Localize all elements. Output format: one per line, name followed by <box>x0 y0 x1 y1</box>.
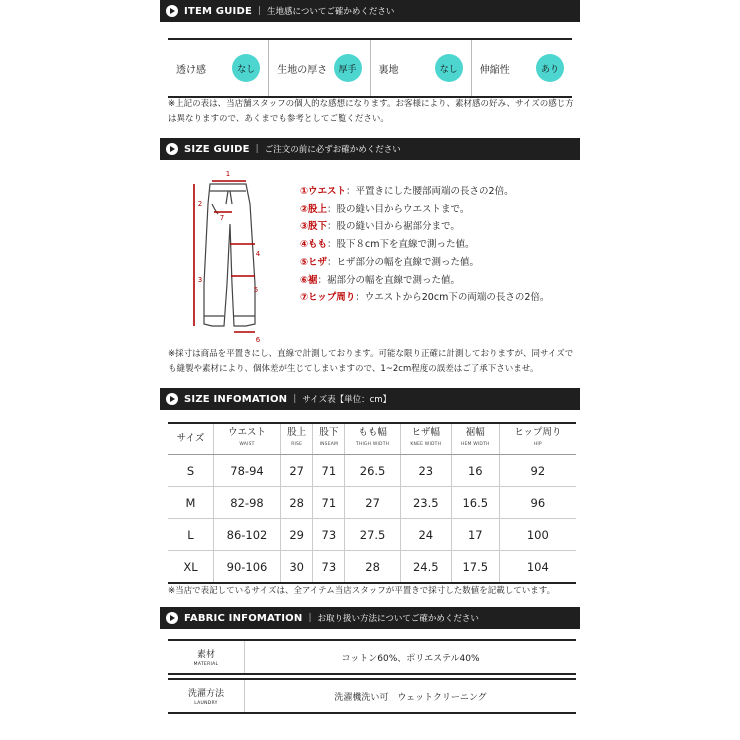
definition-hem: ⑥裾：裾部分の幅を直線で測った値。 <box>300 274 461 286</box>
guide-cell-transparency <box>168 40 269 96</box>
definition-thigh: ④もも：股下８cm下を直線で測った値。 <box>300 239 475 251</box>
section-subtitle: 生地感についてご確かめください <box>267 7 395 17</box>
table-cell: 23.5 <box>400 487 451 519</box>
table-cell: 73 <box>313 551 345 584</box>
table-cell: 27.5 <box>345 519 400 551</box>
table-row <box>168 551 576 584</box>
table-cell: 90-106 <box>213 551 280 584</box>
table-cell: 100 <box>499 519 576 551</box>
item-guide-table <box>168 38 572 98</box>
fabric-row-laundry <box>168 678 576 714</box>
marker-7: 7 <box>219 214 225 222</box>
table-cell: M <box>168 487 213 519</box>
table-cell: 16 <box>451 455 499 487</box>
marker-3: 3 <box>197 276 203 284</box>
col-header: ヒップ周り HIP <box>499 423 576 455</box>
table-cell: 28 <box>281 487 313 519</box>
item-guide-header <box>160 0 580 22</box>
fabric-label: 素材 MATERIAL <box>168 641 245 673</box>
guide-label: 生地の厚さ <box>277 64 328 76</box>
col-header: ヒザ幅 KNEE WIDTH <box>400 423 451 455</box>
table-cell: 17 <box>451 519 499 551</box>
pants-diagram <box>180 164 280 346</box>
note-line: も縫製や素材により、個体差が生じてしまいますので、1~2cm程度の誤差はご了承下さいませ。 <box>168 364 539 374</box>
table-cell: XL <box>168 551 213 584</box>
guide-value-badge: あり <box>536 54 564 82</box>
divider: | <box>255 144 259 154</box>
table-header-row <box>168 423 576 455</box>
guide-cell-lining <box>371 40 472 96</box>
divider: | <box>293 394 297 404</box>
guide-label: 裏地 <box>378 64 399 76</box>
item-guide-note <box>168 97 588 127</box>
section-title: FABRIC INFOMATION <box>184 612 303 624</box>
size-info-header <box>160 388 580 410</box>
table-cell: 17.5 <box>451 551 499 584</box>
section-subtitle: お取り扱い方法についてご確かめください <box>317 614 479 624</box>
table-cell: 104 <box>499 551 576 584</box>
section-title: ITEM GUIDE <box>184 5 252 17</box>
definition-knee: ⑤ヒザ：ヒザ部分の幅を直線で測った値。 <box>300 256 480 268</box>
table-cell: S <box>168 455 213 487</box>
note-line: ※採寸は商品を平置きにし、直線で計測しております。可能な限り正確に計測しておりますが、同サイズで <box>168 349 574 359</box>
col-header: サイズ <box>168 423 213 455</box>
definition-inseam: ③股下：股の縫い目から裾部分まで。 <box>300 221 460 233</box>
marker-2: 2 <box>197 200 203 208</box>
divider: | <box>258 6 262 16</box>
size-info-note <box>168 584 588 599</box>
marker-4: 4 <box>255 250 261 258</box>
table-row <box>168 519 576 551</box>
marker-5: 5 <box>253 286 259 294</box>
marker-1: 1 <box>225 170 231 178</box>
section-title: SIZE INFOMATION <box>184 393 288 405</box>
guide-value-badge: 厚手 <box>334 54 362 82</box>
fabric-label: 洗濯方法 LAUNDRY <box>168 680 245 712</box>
table-cell: 24.5 <box>400 551 451 584</box>
table-cell: 27 <box>345 487 400 519</box>
guide-cell-thickness <box>269 40 370 96</box>
guide-cell-stretch <box>472 40 572 96</box>
guide-value-badge: なし <box>232 54 260 82</box>
section-title: SIZE GUIDE <box>184 143 250 155</box>
table-row <box>168 487 576 519</box>
table-cell: 71 <box>313 455 345 487</box>
section-subtitle: サイズ表【単位：cm】 <box>302 395 392 405</box>
table-cell: 26.5 <box>345 455 400 487</box>
note-line: ※当店で表記しているサイズは、全アイテム当店スタッフが平置きで採寸した数値を記載しています。 <box>168 586 556 596</box>
table-cell: 24 <box>400 519 451 551</box>
size-guide-header <box>160 138 580 160</box>
fabric-value: コットン60%、ポリエステル40% <box>341 653 480 664</box>
col-header: ウエスト WAIST <box>213 423 280 455</box>
play-circle-icon <box>166 612 178 624</box>
play-circle-icon <box>166 143 178 155</box>
col-header: 股上 RISE <box>281 423 313 455</box>
table-cell: 78-94 <box>213 455 280 487</box>
definition-hip: ⑦ヒップ周り：ウエストから20cm下の両端の長さの2倍。 <box>300 292 550 304</box>
table-cell: L <box>168 519 213 551</box>
table-cell: 23 <box>400 455 451 487</box>
table-cell: 16.5 <box>451 487 499 519</box>
size-table <box>168 422 576 584</box>
measurement-definitions <box>300 183 549 307</box>
fabric-info-header <box>160 607 580 629</box>
table-cell: 30 <box>281 551 313 584</box>
table-cell: 73 <box>313 519 345 551</box>
fabric-value: 洗濯機洗い可 ウェットクリーニング <box>334 692 487 703</box>
note-line: ※上記の表は、当店舗スタッフの個人的な感想になります。お客様により、素材感の好み、サイズの感じ方 <box>168 99 574 109</box>
guide-label: 透け感 <box>176 64 206 76</box>
play-circle-icon <box>166 393 178 405</box>
table-cell: 92 <box>499 455 576 487</box>
definition-rise: ②股上：股の縫い目からウエストまで。 <box>300 203 470 215</box>
section-subtitle: ご注文の前に必ずお確かめください <box>264 145 401 155</box>
col-header: もも幅 THIGH WIDTH <box>345 423 400 455</box>
col-header: 股下 INSEAM <box>313 423 345 455</box>
table-cell: 86-102 <box>213 519 280 551</box>
size-guide-note <box>168 347 588 377</box>
guide-label: 伸縮性 <box>479 64 510 76</box>
table-cell: 28 <box>345 551 400 584</box>
table-row <box>168 455 576 487</box>
divider: | <box>308 613 312 623</box>
table-cell: 71 <box>313 487 345 519</box>
note-line: は異なりますので、あくまでも参考としてご覧ください。 <box>168 114 389 124</box>
guide-value-badge: なし <box>435 54 463 82</box>
fabric-row-material <box>168 639 576 675</box>
table-cell: 29 <box>281 519 313 551</box>
table-cell: 27 <box>281 455 313 487</box>
definition-waist: ①ウエスト：平置きにした腰部両端の長さの2倍。 <box>300 186 514 197</box>
play-circle-icon <box>166 5 178 17</box>
table-cell: 96 <box>499 487 576 519</box>
table-cell: 82-98 <box>213 487 280 519</box>
marker-6: 6 <box>255 336 261 344</box>
col-header: 裾幅 HEM WIDTH <box>451 423 499 455</box>
